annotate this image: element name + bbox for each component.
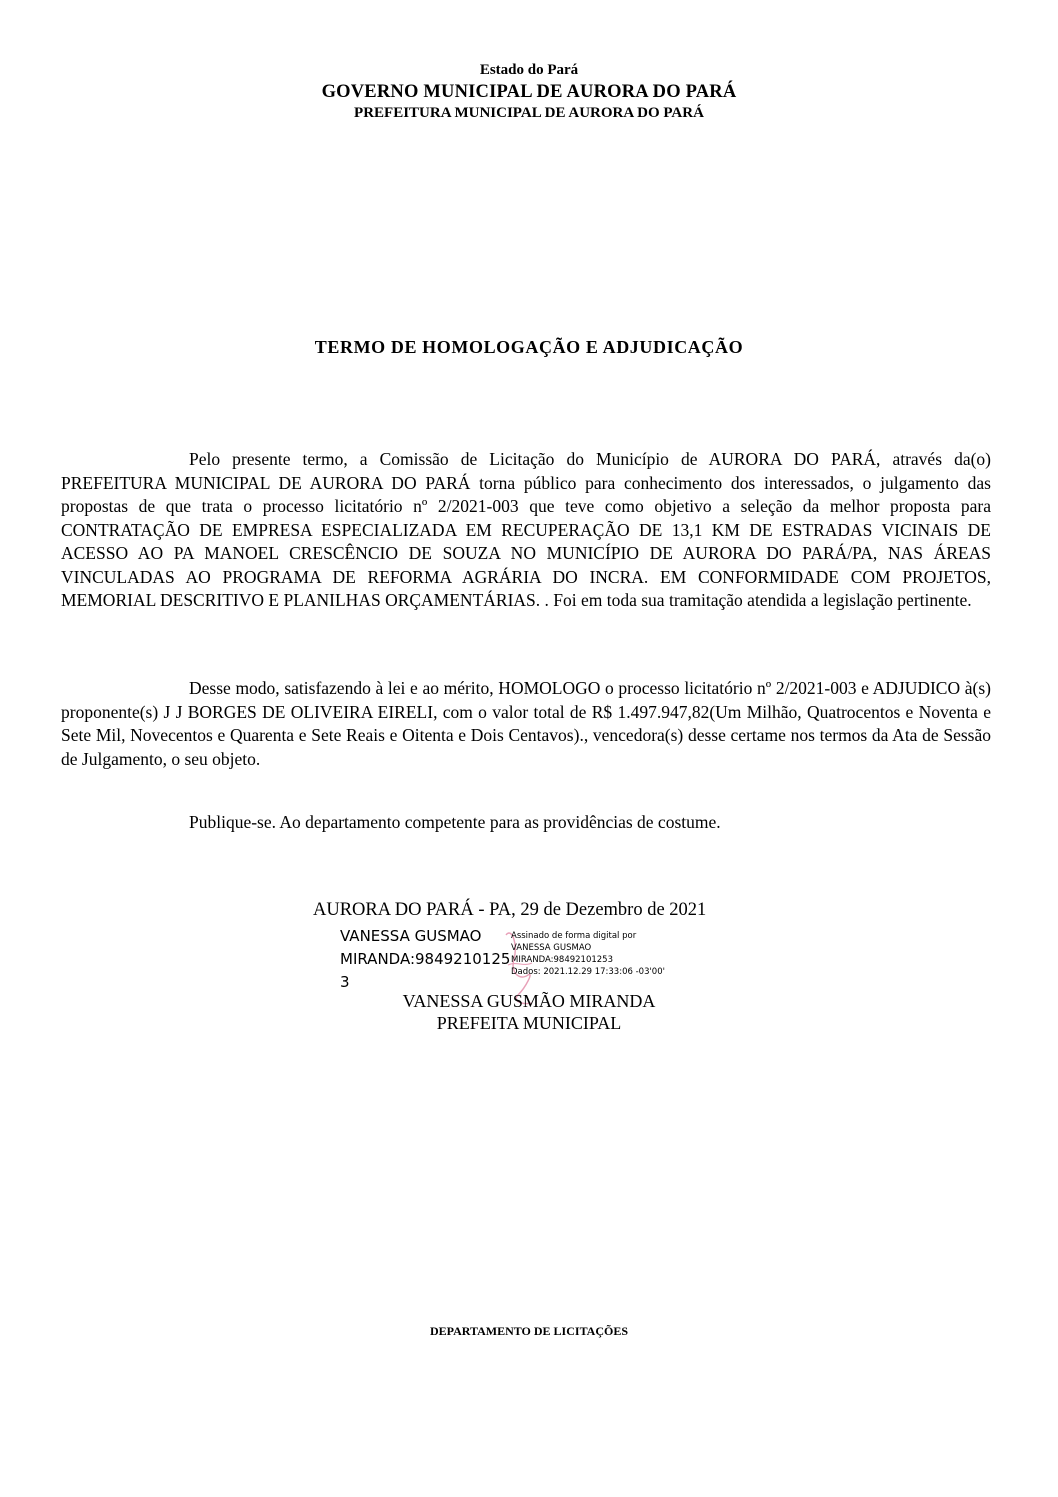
paragraph-publication [61, 811, 991, 835]
header-government: GOVERNO MUNICIPAL DE AURORA DO PARÁ [321, 82, 737, 102]
paragraph-adjudication [61, 677, 991, 771]
paragraph-text: Desse modo, satisfazendo à lei e ao mérito, HOMOLOGO o processo licitatório nº 2/2021-003 e ADJUDICO à(s) proponente(s) J J BORGES DE OLIVEIRA EIRELI, com o valor total de R$ 1.497.947,82(Um Milhão, Quatrocentos e Noventa e Sete Mil, Novecentos e Quarenta e Sete Reais e Oitenta e Dois Centavos)., vencedora(s) desse certame nos termos da Ata de Sessão de Julgamento, o seu objeto. [61, 678, 991, 769]
footer-department: DEPARTAMENTO DE LICITAÇÕES [429, 1324, 629, 1338]
signer-role [0, 1013, 1058, 1034]
header-prefecture: PREFEITURA MUNICIPAL DE AURORA DO PARÁ [354, 105, 704, 121]
paragraph-homologation-intro [61, 448, 991, 613]
signature-place-date: AURORA DO PARÁ - PA, 29 de Dezembro de 2021 [313, 900, 707, 920]
signer-role-text: PREFEITA MUNICIPAL [436, 1013, 622, 1033]
digital-signature-name: VANESSA GUSMAO MIRANDA:9849210125 3 [340, 927, 511, 991]
document-title: TERMO DE HOMOLOGAÇÃO E ADJUDICAÇÃO [314, 337, 744, 357]
digital-signature-details: Assinado de forma digital por VANESSA GUSMAO MIRANDA:98492101253 Dados: 2021.12.29 17:33:06 -03'00' [511, 931, 665, 977]
header-state: Estado do Pará [479, 62, 579, 78]
paragraph-text: Publique-se. Ao departamento competente para as providências de costume. [189, 812, 721, 832]
paragraph-text: Pelo presente termo, a Comissão de Licitação do Município de AURORA DO PARÁ, através da(o) PREFEITURA MUNICIPAL DE AURORA DO PARÁ torna público para conhecimento dos interessados, o julgamento das propostas de que trata o processo licitatório nº 2/2021-003 que teve como objetivo a seleção da melhor proposta para CONTRATAÇÃO DE EMPRESA ESPECIALIZADA EM RECUPERAÇÃO DE 13,1 KM DE ESTRADAS VICINAIS DE ACESSO AO PA MANOEL CRESCÊNCIO DE SOUZA NO MUNICÍPIO DE AURORA DO PARÁ/PA, NAS ÁREAS VINCULADAS AO PROGRAMA DE REFORMA AGRÁRIA DO INCRA. EM CONFORMIDADE COM PROJETOS, MEMORIAL DESCRITIVO E PLANILHAS ORÇAMENTÁRIAS. . Foi em toda sua tramitação atendida a legislação pertinente. [61, 449, 991, 610]
signer-name [0, 991, 1058, 1012]
signer-name-text: VANESSA GUSMÃO MIRANDA [402, 991, 656, 1011]
